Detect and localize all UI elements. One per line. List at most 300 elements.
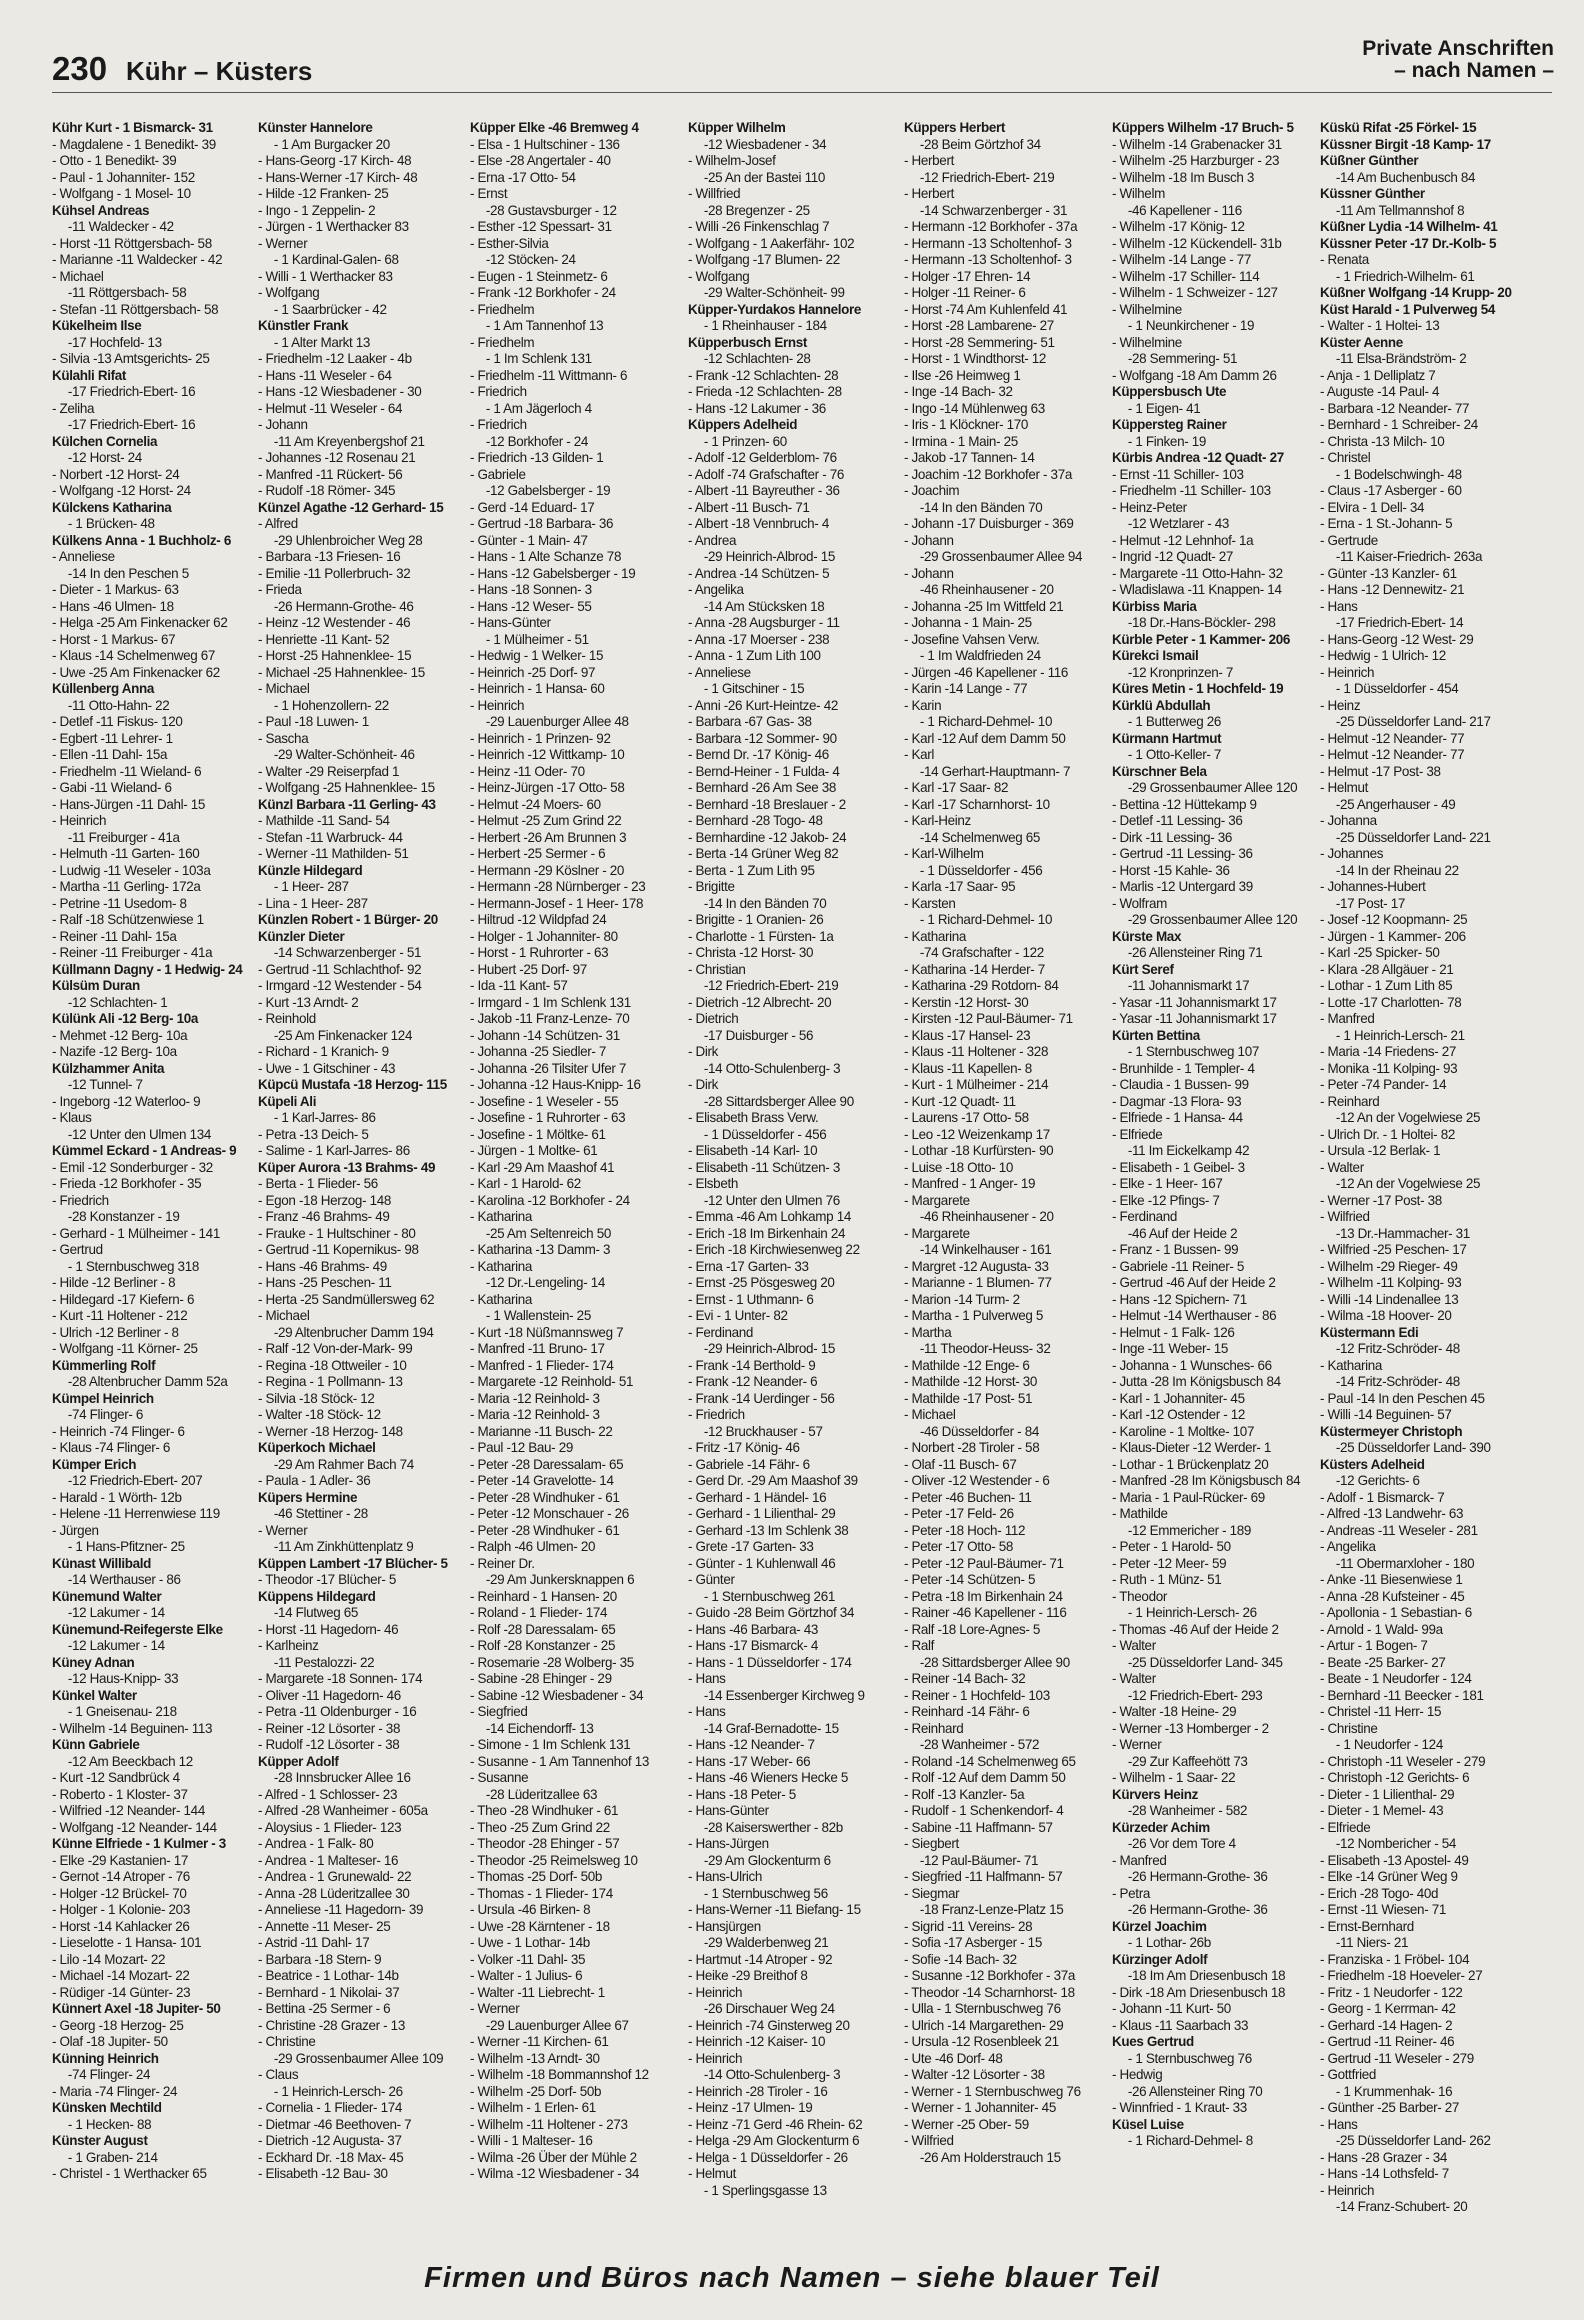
directory-entry: - Friedrich -13 Gilden- 1 — [470, 450, 604, 465]
directory-entry: - Emilie -11 Pollerbruch- 32 — [258, 565, 411, 581]
directory-entry: -29 Altenbrucher Damm 194 — [273, 1324, 434, 1340]
directory-entry: - Detlef -11 Fiskus- 120 — [52, 714, 183, 729]
directory-entry: -11 Niers- 21 — [1335, 1935, 1409, 1950]
directory-entry: Künemund Walter — [52, 1588, 162, 1604]
directory-entry: - Barbara -12 Neander- 77 — [1320, 400, 1470, 416]
directory-entry: Küppersteg Rainer — [1112, 417, 1227, 432]
directory-entry: - Elfriede — [1112, 1126, 1163, 1142]
directory-entry: - Karl -17 Saar- 82 — [904, 780, 1009, 795]
directory-entry: - Hansjürgen — [688, 1918, 761, 1934]
directory-entry: - Stefan -11 Röttgersbach- 58 — [52, 301, 219, 317]
directory-entry: - Frank -14 Uerdinger - 56 — [688, 1390, 835, 1406]
directory-entry: Küssner Birgit -18 Kamp- 17 — [1320, 136, 1491, 152]
directory-entry: - Helmut -12 Lehnhof- 1a — [1112, 532, 1254, 548]
directory-entry: - 1 Hecken- 88 — [67, 2116, 152, 2132]
directory-entry: -17 Post- 17 — [1335, 895, 1406, 911]
directory-entry: - Marianne -11 Waldecker - 42 — [52, 252, 223, 267]
directory-entry: - 1 Richard-Dehmel- 8 — [1127, 2133, 1253, 2148]
directory-entry: - Olaf -11 Busch- 67 — [904, 1456, 1017, 1472]
directory-entry: - 1 Saarbrücker - 42 — [273, 301, 387, 317]
directory-entry: -29 Zur Kaffeehött 73 — [1127, 1753, 1248, 1769]
directory-entry: - Johanna - 1 Main- 25 — [904, 615, 1032, 630]
directory-entry: - Werner -11 Kirchen- 61 — [470, 2034, 609, 2049]
directory-entry: -11 Theodor-Heuss- 32 — [919, 1341, 1051, 1356]
directory-entry: - Gertrud — [52, 1242, 103, 1257]
directory-columns — [52, 120, 1552, 2250]
directory-entry: Kühr Kurt - 1 Bismarck- 31 — [52, 120, 213, 135]
directory-entry: - Klara -28 Allgäuer - 21 — [1320, 961, 1454, 977]
page-header — [0, 0, 1584, 90]
directory-entry: - Simone - 1 Im Schlenk 131 — [470, 1737, 631, 1752]
directory-entry: - Luise -18 Otto- 10 — [904, 1159, 1014, 1175]
directory-entry: - Christine -28 Grazer - 13 — [258, 2017, 405, 2033]
directory-entry: -29 Am Rahmer Bach 74 — [273, 1456, 414, 1472]
directory-entry: - Walter — [1112, 1671, 1156, 1686]
directory-entry: - Johanna -25 Im Wittfeld 21 — [904, 598, 1064, 614]
directory-entry: - Hans -28 Grazer - 34 — [1320, 2149, 1448, 2165]
directory-entry: - Astrid -11 Dahl- 17 — [258, 1935, 370, 1950]
directory-entry: - Salime - 1 Karl-Jarres- 86 — [258, 1143, 410, 1158]
directory-entry: - Lothar -18 Kurfürsten- 90 — [904, 1143, 1054, 1158]
directory-entry: - Johann — [904, 565, 954, 581]
directory-entry: - Mathilde -12 Horst- 30 — [904, 1374, 1038, 1389]
directory-entry: - Werner -13 Homberger - 2 — [1112, 1720, 1269, 1736]
directory-entry: - Irmgard - 1 Im Schlenk 131 — [470, 994, 631, 1010]
directory-entry: - Christoph -11 Weseler - 279 — [1320, 1753, 1486, 1769]
directory-entry: - Katharina — [1320, 1357, 1383, 1373]
directory-entry: Kürekci Ismail — [1112, 648, 1199, 663]
directory-entry: - Maria -12 Reinhold- 3 — [470, 1390, 600, 1406]
directory-entry: -29 Grossenbaumer Allee 120 — [1127, 780, 1298, 795]
directory-entry: - Hiltrud -12 Wildpfad 24 — [470, 912, 607, 927]
directory-entry: - Heinrich — [688, 2050, 743, 2066]
directory-entry: -74 Grafschafter - 122 — [919, 945, 1044, 960]
directory-entry: - Walter -18 Heine- 29 — [1112, 1704, 1237, 1719]
directory-entry: - Regina - 1 Pollmann- 13 — [258, 1374, 403, 1389]
directory-entry: - Ida -11 Kant- 57 — [470, 978, 568, 993]
directory-entry: - Peter -14 Schützen- 5 — [904, 1572, 1036, 1587]
directory-entry: - Otto - 1 Benedikt- 39 — [52, 153, 177, 168]
directory-entry: - Günter -13 Kanzler- 61 — [1320, 565, 1457, 581]
directory-entry: - Sofie -14 Bach- 32 — [904, 1951, 1017, 1967]
directory-entry: - Auguste -14 Paul- 4 — [1320, 384, 1440, 399]
directory-entry: - Willi -26 Finkenschlag 7 — [688, 219, 830, 234]
directory-entry: - Elisabeth -13 Apostel- 49 — [1320, 1852, 1469, 1868]
page-name-range: Kühr – Küsters — [126, 56, 313, 86]
directory-entry: - Ralf — [904, 1638, 935, 1653]
directory-entry: - Horst - 1 Ruhrorter - 63 — [470, 945, 609, 960]
directory-entry: - Barbara -18 Stern- 9 — [258, 1951, 382, 1967]
directory-entry: -12 Schlachten- 28 — [703, 351, 811, 366]
directory-entry: - Ulrich -12 Berliner - 8 — [52, 1324, 179, 1340]
directory-entry: Küst Harald - 1 Pulverweg 54 — [1320, 301, 1496, 317]
directory-entry: - Susanne — [470, 1770, 529, 1785]
directory-entry: Küßner Wolfgang -14 Krupp- 20 — [1320, 285, 1512, 300]
directory-entry: - Gerd -14 Eduard- 17 — [470, 499, 595, 515]
directory-entry: Külckens Katharina — [52, 499, 172, 515]
directory-entry: - Marlis -12 Untergard 39 — [1112, 879, 1253, 894]
directory-entry: - Heinz -12 Westender - 46 — [258, 615, 411, 630]
directory-entry: - Horst -25 Hahnenklee- 15 — [258, 648, 412, 663]
directory-column — [1320, 120, 1528, 2250]
directory-entry: - Helmut - 1 Falk- 126 — [1112, 1324, 1235, 1340]
directory-entry: Küßner Lydia -14 Wilhelm- 41 — [1320, 219, 1498, 234]
directory-entry: - Hans — [688, 1704, 726, 1719]
directory-entry: - Hans -25 Peschen- 11 — [258, 1275, 392, 1290]
directory-entry: - Reiner Dr. — [470, 1555, 535, 1571]
directory-entry: - Lothar - 1 Brückenplatz 20 — [1112, 1456, 1269, 1472]
directory-entry: - Egbert -11 Lehrer- 1 — [52, 730, 173, 746]
directory-entry: Küpper Adolf — [258, 1753, 339, 1769]
directory-entry: - Alfred -28 Wanheimer - 605a — [258, 1803, 428, 1818]
directory-entry: - 1 Heinrich-Lersch- 26 — [1127, 1605, 1257, 1620]
directory-entry: - 1 Lothar- 26b — [1127, 1935, 1211, 1950]
directory-entry: - Herbert -25 Sermer - 6 — [470, 846, 606, 861]
directory-entry: - Albert -11 Busch- 71 — [688, 499, 810, 515]
directory-entry: - Rosemarie -28 Wolberg- 35 — [470, 1654, 634, 1670]
directory-entry: - Esther -12 Spessart- 31 — [470, 219, 612, 234]
directory-entry: - Helga -29 Am Glockenturm 6 — [688, 2133, 860, 2148]
directory-entry: - Adolf -74 Grafschafter - 76 — [688, 466, 845, 482]
directory-entry: Künster Hannelore — [258, 120, 373, 135]
directory-entry: - Wilhelm-Josef — [688, 153, 776, 168]
directory-column — [470, 120, 678, 2250]
directory-entry: - Herbert -26 Am Brunnen 3 — [470, 829, 627, 845]
directory-entry: - Kurt - 1 Mülheimer - 214 — [904, 1077, 1049, 1092]
directory-entry: - 1 Heinrich-Lersch- 26 — [273, 2083, 403, 2099]
directory-entry: - Elke -29 Kastanien- 17 — [52, 1852, 189, 1868]
directory-entry: - Gabriele -11 Reiner- 5 — [1112, 1258, 1245, 1274]
directory-entry: Kürzeder Achim — [1112, 1819, 1210, 1835]
directory-entry: - Christa -13 Milch- 10 — [1320, 433, 1445, 449]
directory-entry: Küppersbusch Ute — [1112, 384, 1227, 399]
directory-entry: - Gabriele — [470, 466, 526, 482]
directory-entry: - Thomas - 1 Flieder- 174 — [470, 1885, 613, 1901]
directory-entry: - Hubert -25 Dorf- 97 — [470, 961, 587, 977]
directory-entry: Kürmann Hartmut — [1112, 730, 1222, 746]
directory-entry: - Barbara -67 Gas- 38 — [688, 714, 812, 729]
directory-entry: - Anna -28 Lüderitzallee 30 — [258, 1885, 410, 1901]
directory-entry: - Mathilde -17 Post- 51 — [904, 1390, 1033, 1406]
directory-entry: - Elvira - 1 Dell- 34 — [1320, 499, 1425, 515]
directory-entry: - Reiner -11 Dahl- 15a — [52, 928, 177, 944]
directory-entry: - Berta - 1 Flieder- 56 — [258, 1176, 378, 1191]
directory-entry: - Hans -17 Weber- 66 — [688, 1753, 811, 1769]
directory-entry: - Friedhelm -11 Wieland- 6 — [52, 763, 202, 779]
directory-entry: - Walter - 1 Julius- 6 — [470, 1968, 583, 1983]
directory-entry: - 1 Im Waldfrieden 24 — [919, 648, 1041, 663]
directory-entry: - Dietrich -12 Albrecht- 20 — [688, 994, 832, 1010]
directory-entry: - Hans -12 Dennewitz- 21 — [1320, 582, 1465, 597]
directory-entry: - Silvia -18 Stöck- 12 — [258, 1390, 375, 1406]
directory-entry: - Anke -11 Biesenwiese 1 — [1320, 1572, 1463, 1587]
directory-entry: - Karlheinz — [258, 1638, 319, 1653]
directory-entry: - Walter -18 Stöck- 12 — [258, 1407, 381, 1422]
directory-entry: - Erna -17 Garten- 33 — [688, 1258, 809, 1274]
directory-entry: Künster August — [52, 2133, 148, 2148]
directory-entry: - Heinrich — [688, 1984, 743, 2000]
directory-entry: - Theo -25 Zum Grind 22 — [470, 1819, 610, 1835]
directory-entry: - Anni -26 Kurt-Heintze- 42 — [688, 697, 838, 713]
directory-entry: - Wolfgang - 1 Mosel- 10 — [52, 186, 191, 201]
directory-entry: - Ulrich -14 Margarethen- 29 — [904, 2017, 1064, 2033]
directory-entry: - Friedhelm -18 Hoeveler- 27 — [1320, 1968, 1483, 1983]
directory-entry: Kürzinger Adolf — [1112, 1951, 1208, 1967]
directory-entry: Künzl Barbara -11 Gerling- 43 — [258, 796, 436, 812]
directory-entry: - Theodor -28 Ehinger - 57 — [470, 1836, 620, 1851]
directory-entry: - Eckhard Dr. -18 Max- 45 — [258, 2149, 404, 2165]
directory-entry: - Herbert — [904, 186, 954, 201]
directory-entry: - Hans — [688, 1671, 726, 1686]
directory-entry: - Grete -17 Garten- 33 — [688, 1539, 814, 1554]
directory-entry: Küney Adnan — [52, 1654, 135, 1670]
directory-entry: - Dirk -18 Am Driesenbusch 18 — [1112, 1984, 1286, 2000]
directory-entry: -25 Am Seltenreich 50 — [485, 1225, 611, 1241]
directory-entry: - Gertrude — [1320, 532, 1378, 548]
directory-entry: - Wolfgang -12 Horst- 24 — [52, 483, 191, 498]
directory-entry: -14 Werthauser - 86 — [67, 1572, 181, 1587]
directory-entry: Kürschner Bela — [1112, 763, 1207, 779]
directory-entry: - Alfred - 1 Schlosser- 23 — [258, 1786, 398, 1802]
directory-entry: Kürklü Abdullah — [1112, 697, 1211, 713]
directory-entry: - Esther-Silvia — [470, 235, 549, 251]
directory-entry: - Wladislawa -11 Knappen- 14 — [1112, 582, 1282, 597]
directory-entry: Kürvers Heinz — [1112, 1786, 1199, 1802]
directory-entry: - Jürgen - 1 Werthacker 83 — [258, 219, 409, 234]
directory-entry: - 1 Sternbuschweg 76 — [1127, 2050, 1252, 2066]
directory-entry: - Manfred - 1 Flieder- 174 — [470, 1357, 614, 1373]
directory-entry: - Helmut — [1320, 780, 1369, 795]
directory-entry: -14 Am Stücksken 18 — [703, 598, 825, 614]
directory-entry: - Laurens -17 Otto- 58 — [904, 1110, 1029, 1125]
directory-entry: - Paul -18 Luwen- 1 — [258, 714, 369, 729]
directory-entry: Kümmel Eckard - 1 Andreas- 9 — [52, 1143, 237, 1158]
directory-entry: - Wolfgang -11 Körner- 25 — [52, 1341, 198, 1356]
directory-entry: - Johann — [904, 532, 954, 548]
directory-entry: - Detlef -11 Lessing- 36 — [1112, 813, 1243, 828]
directory-entry: -12 Dr.-Lengeling- 14 — [485, 1275, 605, 1290]
directory-entry: - Harald - 1 Wörth- 12b — [52, 1489, 182, 1505]
directory-entry: - 1 Düsseldorfer - 456 — [919, 862, 1043, 878]
directory-entry: - Erna - 1 St.-Johann- 5 — [1320, 516, 1453, 531]
directory-entry: - Gerhard - 1 Mülheimer - 141 — [52, 1225, 220, 1241]
directory-entry: - Johanna -25 Siedler- 7 — [470, 1044, 607, 1059]
directory-entry: -12 Lakumer - 14 — [67, 1638, 165, 1653]
directory-entry: - Hans -12 Gabelsberger - 19 — [470, 565, 636, 581]
directory-entry: Kürbis Andrea -12 Quadt- 27 — [1112, 450, 1284, 465]
directory-entry: -11 Kaiser-Friedrich- 263a — [1335, 549, 1483, 564]
directory-entry: - Mehmet -12 Berg- 10a — [52, 1027, 188, 1043]
directory-entry: - Elsbeth — [688, 1176, 738, 1191]
directory-entry: - Gabriele -14 Fähr- 6 — [688, 1456, 810, 1472]
directory-entry: - Jürgen - 1 Moltke- 61 — [470, 1143, 598, 1158]
directory-entry: - Peter -28 Daressalam- 65 — [470, 1456, 624, 1472]
directory-entry: - Dietrich — [688, 1011, 739, 1026]
directory-entry: - Manfred — [1320, 1011, 1375, 1026]
directory-entry: - Willfried — [688, 186, 741, 201]
directory-entry: - Uwe - 1 Lothar- 14b — [470, 1935, 590, 1950]
directory-entry: - Rolf -28 Konstanzer - 25 — [470, 1638, 616, 1653]
directory-entry: -14 Otto-Schulenberg- 3 — [703, 1060, 841, 1076]
directory-entry: - Wilhelm — [1112, 186, 1165, 201]
directory-entry: -46 Rheinhausener - 20 — [919, 582, 1054, 597]
directory-entry: - Holger -11 Reiner- 6 — [904, 285, 1026, 300]
directory-entry: - Joachim — [904, 483, 960, 498]
directory-entry: - Margarete -11 Otto-Hahn- 32 — [1112, 565, 1283, 581]
directory-entry: - Josef -12 Koopmann- 25 — [1320, 912, 1468, 927]
directory-entry: -12 Borkhofer - 24 — [485, 433, 589, 449]
directory-entry: -46 Rheinhausener - 20 — [919, 1209, 1054, 1224]
directory-entry: - Iris - 1 Klöckner- 170 — [904, 417, 1029, 432]
directory-entry: -12 Stöcken- 24 — [485, 252, 576, 267]
directory-entry: - Hans -12 Lakumer - 36 — [688, 400, 826, 416]
directory-entry: -14 Am Buchenbusch 84 — [1335, 169, 1476, 185]
directory-entry: - Hermann -13 Scholtenhof- 3 — [904, 235, 1072, 251]
directory-entry: - 1 Neunkirchener - 19 — [1127, 318, 1255, 333]
directory-entry: - Petra -18 Im Birkenhain 24 — [904, 1588, 1063, 1604]
directory-entry: - Wolfram — [1112, 895, 1167, 911]
directory-entry: - Susanne -12 Borkhofer - 37a — [904, 1968, 1075, 1983]
directory-entry: - Gertrud -46 Auf der Heide 2 — [1112, 1275, 1276, 1290]
directory-entry: -25 Düsseldorfer Land- 217 — [1335, 714, 1491, 729]
directory-entry: Künne Elfriede - 1 Kulmer - 3 — [52, 1836, 226, 1851]
directory-entry: -29 Grossenbaumer Allee 120 — [1127, 912, 1298, 927]
directory-entry: - Rudolf -12 Lösorter - 38 — [258, 1737, 400, 1752]
directory-entry: - Sabine -28 Ehinger - 29 — [470, 1671, 612, 1686]
directory-entry: - Hans -12 Spichern- 71 — [1112, 1291, 1247, 1307]
directory-entry: Küpper-Yurdakos Hannelore — [688, 301, 862, 317]
directory-entry: - Sofia -17 Asberger - 15 — [904, 1935, 1042, 1950]
directory-entry: -18 Dr.-Hans-Böckler- 298 — [1127, 615, 1276, 630]
directory-entry: - Berta - 1 Zum Lith 95 — [688, 862, 815, 878]
directory-entry: - Ferdinand — [688, 1324, 754, 1340]
directory-entry: - Friedhelm -12 Laaker - 4b — [258, 351, 412, 366]
directory-entry: -29 Walter-Schönheit- 46 — [273, 747, 415, 762]
directory-entry: - Johanna — [1320, 813, 1377, 828]
directory-entry: - Dieter - 1 Memel- 43 — [1320, 1803, 1444, 1818]
directory-entry: - Hermann-Josef - 1 Heer- 178 — [470, 895, 644, 911]
directory-entry: - Maria -12 Reinhold- 3 — [470, 1407, 600, 1422]
directory-entry: - Ernst -25 Pösgesweg 20 — [688, 1275, 835, 1290]
directory-entry: -14 In der Rheinau 22 — [1335, 862, 1459, 878]
directory-entry: - Ralf -12 Von-der-Mark- 99 — [258, 1341, 413, 1356]
directory-entry: - Josefine - 1 Weseler - 55 — [470, 1093, 619, 1109]
directory-entry: -28 Beim Görtzhof 34 — [919, 136, 1041, 152]
directory-entry: -14 Winkelhauser - 161 — [919, 1242, 1052, 1257]
directory-entry: - Monika -11 Kolping- 93 — [1320, 1060, 1458, 1076]
directory-entry: - Ernst -11 Schiller- 103 — [1112, 466, 1244, 482]
directory-entry: - Helmut -17 Post- 38 — [1320, 763, 1441, 779]
directory-entry: - Dietmar -46 Beethoven- 7 — [258, 2116, 412, 2132]
directory-entry: Kürzel Joachim — [1112, 1918, 1207, 1934]
directory-entry: - Ralph -46 Ulmen- 20 — [470, 1539, 596, 1554]
directory-entry: - Karin -14 Lange - 77 — [904, 681, 1028, 696]
directory-entry: - Katharina -29 Rotdorn- 84 — [904, 978, 1059, 993]
directory-entry: - Helmut -14 Werthauser - 86 — [1112, 1308, 1277, 1323]
directory-entry: - Marianne - 1 Blumen- 77 — [904, 1275, 1052, 1290]
directory-entry: -28 Lüderitzallee 63 — [485, 1786, 598, 1802]
directory-entry: - Klaus -74 Flinger- 6 — [52, 1440, 171, 1455]
directory-entry: - 1 Düsseldorfer - 456 — [703, 1126, 827, 1142]
directory-entry: -12 Lakumer - 14 — [67, 1605, 165, 1620]
directory-entry: - Charlotte - 1 Fürsten- 1a — [688, 928, 834, 944]
directory-entry: - Ernst -11 Wiesen- 71 — [1320, 1902, 1447, 1917]
directory-entry: - Jürgen - 1 Kammer- 206 — [1320, 928, 1466, 944]
directory-entry: Kürste Max — [1112, 928, 1182, 944]
section-title — [1362, 38, 1554, 82]
directory-entry: - Wilhelmine — [1112, 301, 1182, 317]
directory-entry: Külkens Anna - 1 Buchholz- 6 — [52, 532, 231, 548]
directory-entry: - Karoline - 1 Moltke- 107 — [1112, 1423, 1255, 1439]
directory-entry: - Hans -18 Peter- 5 — [688, 1786, 796, 1802]
directory-entry: - Kurt -12 Quadt- 11 — [904, 1093, 1016, 1109]
directory-entry: - Hans -12 Neander- 7 — [688, 1737, 815, 1752]
directory-entry: - Rüdiger -14 Günter- 23 — [52, 1984, 191, 2000]
directory-entry: - Kerstin -12 Horst- 30 — [904, 994, 1029, 1010]
directory-entry: - Heinrich -74 Flinger- 6 — [52, 1423, 185, 1439]
directory-entry: - Beate - 1 Neudorfer - 124 — [1320, 1671, 1472, 1686]
directory-entry: - Karl -29 Am Maashof 41 — [470, 1159, 615, 1175]
directory-entry: - Peter -12 Meer- 59 — [1112, 1555, 1227, 1571]
directory-entry: - Peter -12 Paul-Bäumer- 71 — [904, 1555, 1064, 1571]
directory-entry: - Wilhelm -25 Dorf- 50b — [470, 2083, 602, 2099]
directory-entry: - Hans-Günter — [470, 615, 551, 630]
directory-entry: - 1 Eigen- 41 — [1127, 400, 1201, 416]
directory-entry: - 1 Düsseldorfer - 454 — [1335, 681, 1459, 696]
directory-entry: - Norbert -12 Horst- 24 — [52, 466, 180, 482]
directory-entry: -12 An der Vogelwiese 25 — [1335, 1176, 1481, 1191]
directory-entry: - Ernst - 1 Uthmann- 6 — [688, 1291, 814, 1307]
directory-entry: - Günter - 1 Kuhlenwall 46 — [688, 1555, 836, 1571]
directory-entry: - Erich -18 Kirchwiesenweg 22 — [688, 1242, 860, 1257]
directory-entry: - Wilhelm -11 Holtener - 273 — [470, 2116, 628, 2132]
directory-entry: - 1 Am Jägerloch 4 — [485, 400, 592, 416]
directory-entry: - Andrea - 1 Malteser- 16 — [258, 1852, 399, 1868]
directory-entry: - Andrea - 1 Grunewald- 22 — [258, 1869, 412, 1884]
directory-entry: Künkel Walter — [52, 1687, 137, 1703]
directory-entry: - Margarete — [904, 1225, 970, 1241]
directory-entry: -29 Walter-Schönheit- 99 — [703, 285, 845, 300]
directory-entry: - Christel -11 Herr- 15 — [1320, 1704, 1442, 1719]
directory-entry: - Oliver -12 Westender - 6 — [904, 1473, 1050, 1488]
directory-entry: - Georg - 1 Kerrman- 42 — [1320, 2001, 1456, 2016]
directory-entry: -12 Nombericher - 54 — [1335, 1836, 1457, 1851]
directory-entry: - Evi - 1 Unter- 82 — [688, 1308, 788, 1323]
directory-entry: - Apollonia - 1 Sebastian- 6 — [1320, 1605, 1472, 1620]
directory-entry: - Ulrich Dr. - 1 Holtei- 82 — [1320, 1126, 1455, 1142]
directory-entry: - Ursula -12 Rosenbleek 21 — [904, 2034, 1059, 2049]
directory-entry: -12 Kronprinzen- 7 — [1127, 664, 1234, 680]
directory-entry: Küpers Hermine — [258, 1489, 358, 1505]
directory-entry: Küstermann Edi — [1320, 1324, 1419, 1340]
directory-entry: -28 Gustavsburger - 12 — [485, 202, 617, 218]
directory-entry: - Joachim -12 Borkhofer - 37a — [904, 466, 1072, 482]
directory-entry: - Wilfried -12 Neander- 144 — [52, 1803, 205, 1818]
directory-entry: - Erna -17 Otto- 54 — [470, 169, 576, 185]
directory-entry: -28 Innsbrucker Allee 16 — [273, 1770, 411, 1785]
directory-entry: - Helmut -11 Weseler - 64 — [258, 400, 403, 416]
directory-entry: - Helga -25 Am Finkenacker 62 — [52, 615, 228, 630]
directory-entry: -14 Schelmenweg 65 — [919, 829, 1041, 845]
directory-entry: - 1 Richard-Dehmel- 10 — [919, 912, 1053, 927]
directory-entry: - Christel — [1320, 450, 1371, 465]
directory-entry: - Klaus -11 Saarbach 33 — [1112, 2017, 1249, 2033]
directory-column — [688, 120, 896, 2250]
directory-entry: - Klaus -14 Schelmenweg 67 — [52, 648, 216, 663]
directory-entry: - Frieda -12 Schlachten- 28 — [688, 384, 842, 399]
directory-entry: - Andrea — [688, 532, 737, 548]
directory-entry: - Wilhelm -14 Grabenacker 31 — [1112, 136, 1282, 152]
